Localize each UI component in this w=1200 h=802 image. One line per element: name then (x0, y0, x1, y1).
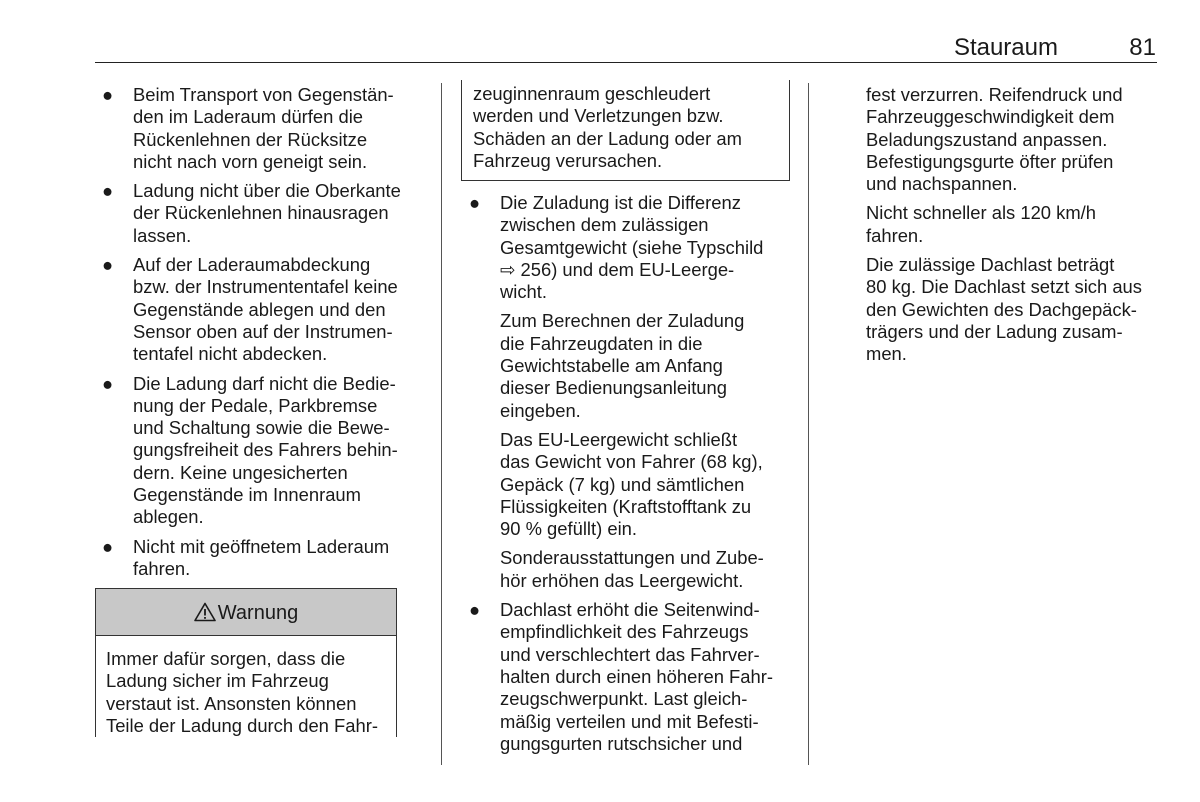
list-item (95, 254, 430, 365)
list-item (462, 192, 797, 303)
list-item-text: Die Zuladung ist die Differenz zwischen dem zulässigen Gesamtgewicht (siehe Typschild ⇨ 256) und dem EU-Leerge- wicht. (500, 192, 764, 303)
paragraph: Das EU-Leergewicht schließt das Gewicht von Fahrer (68 kg), Gepäck (7 kg) und sämtlichen Flüssigkeiten (Kraftstofftank zu 90 % gefüllt) ein. (500, 428, 763, 540)
column-3 (866, 84, 1166, 373)
paragraph: fest verzurren. Reifendruck und Fahrzeuggeschwindigkeit dem Beladungszustand anpassen. Befestigungsgurte öfter prüfen und nachspannen. (866, 84, 1123, 195)
warning-box (95, 588, 397, 737)
list-item (95, 373, 430, 529)
column-1 (95, 84, 430, 587)
bullet-icon: ● (469, 192, 481, 213)
list-item-text: Beim Transport von Gegenstän- den im Laderaum dürfen die Rückenlehnen der Rücksitze nicht nach vorn geneigt sein. (133, 84, 394, 172)
paragraph: Nicht schneller als 120 km/h fahren. (866, 202, 1096, 246)
list-item (95, 180, 430, 247)
column-divider-2 (808, 83, 809, 765)
column-divider-1 (441, 83, 442, 765)
list-item (462, 599, 797, 755)
list-item (95, 536, 430, 581)
warning-header (96, 589, 396, 636)
paragraph: Sonderausstattungen und Zube- hör erhöhen das Leergewicht. (500, 547, 764, 591)
warning-text: Immer dafür sorgen, dass die Ladung sicher im Fahrzeug verstaut ist. Ansonsten können Teile der Ladung durch den Fahr- (106, 648, 378, 736)
list-item-text: Auf der Laderaumabdeckung bzw. der Instrumententafel keine Gegenstände ablegen und den Sensor oben auf der Instrumen- tentafel nicht abdecken. (133, 254, 398, 365)
page-number: 81 (1129, 34, 1156, 61)
bullet-icon: ● (102, 84, 114, 105)
list-item-text: Ladung nicht über die Oberkante der Rückenlehnen hinausragen lassen. (133, 180, 401, 246)
bullet-icon: ● (102, 372, 114, 394)
bullet-icon: ● (469, 599, 481, 621)
paragraph: Die zulässige Dachlast beträgt 80 kg. Die Dachlast setzt sich aus den Gewichten des Dachgepäck- trägers und der Ladung zusam- men. (866, 254, 1142, 365)
warning-continuation-box (461, 80, 790, 181)
bullet-icon: ● (102, 180, 114, 202)
section-title: Stauraum (953, 34, 1058, 61)
header-rule (95, 62, 1157, 63)
column-2 (462, 192, 797, 762)
list-item (95, 84, 430, 173)
warning-title: Warnung (217, 602, 299, 624)
warning-continuation-text: zeuginnenraum geschleudert werden und Verletzungen bzw. Schäden an der Ladung oder am Fahrzeug verursachen. (473, 83, 742, 171)
bullet-icon: ● (102, 535, 114, 557)
list-item-text: Nicht mit geöffnetem Laderaum fahren. (133, 535, 390, 579)
list-item-text: Dachlast erhöht die Seitenwind- empfindlichkeit des Fahrzeugs und verschlechtert das Fahrver- halten durch einen höheren Fahr- zeugschwerpunkt. Last gleich- mäßig verteilen und mit Befesti- gungsgurten rutschsicher und (500, 599, 773, 754)
bullet-icon: ● (102, 254, 114, 276)
warning-triangle-icon (194, 592, 216, 640)
list-item-text: Die Ladung darf nicht die Bedie- nung der Pedale, Parkbremse und Schaltung sowie die Bewe- gungsfreiheit des Fahrers behin- dern. Keine ungesicherten Gegenstände im Innenraum ablegen. (133, 372, 398, 528)
paragraph: Zum Berechnen der Zuladung die Fahrzeugdaten in die Gewichtstabelle am Anfang dieser Bedienungsanleitung eingeben. (500, 310, 745, 421)
